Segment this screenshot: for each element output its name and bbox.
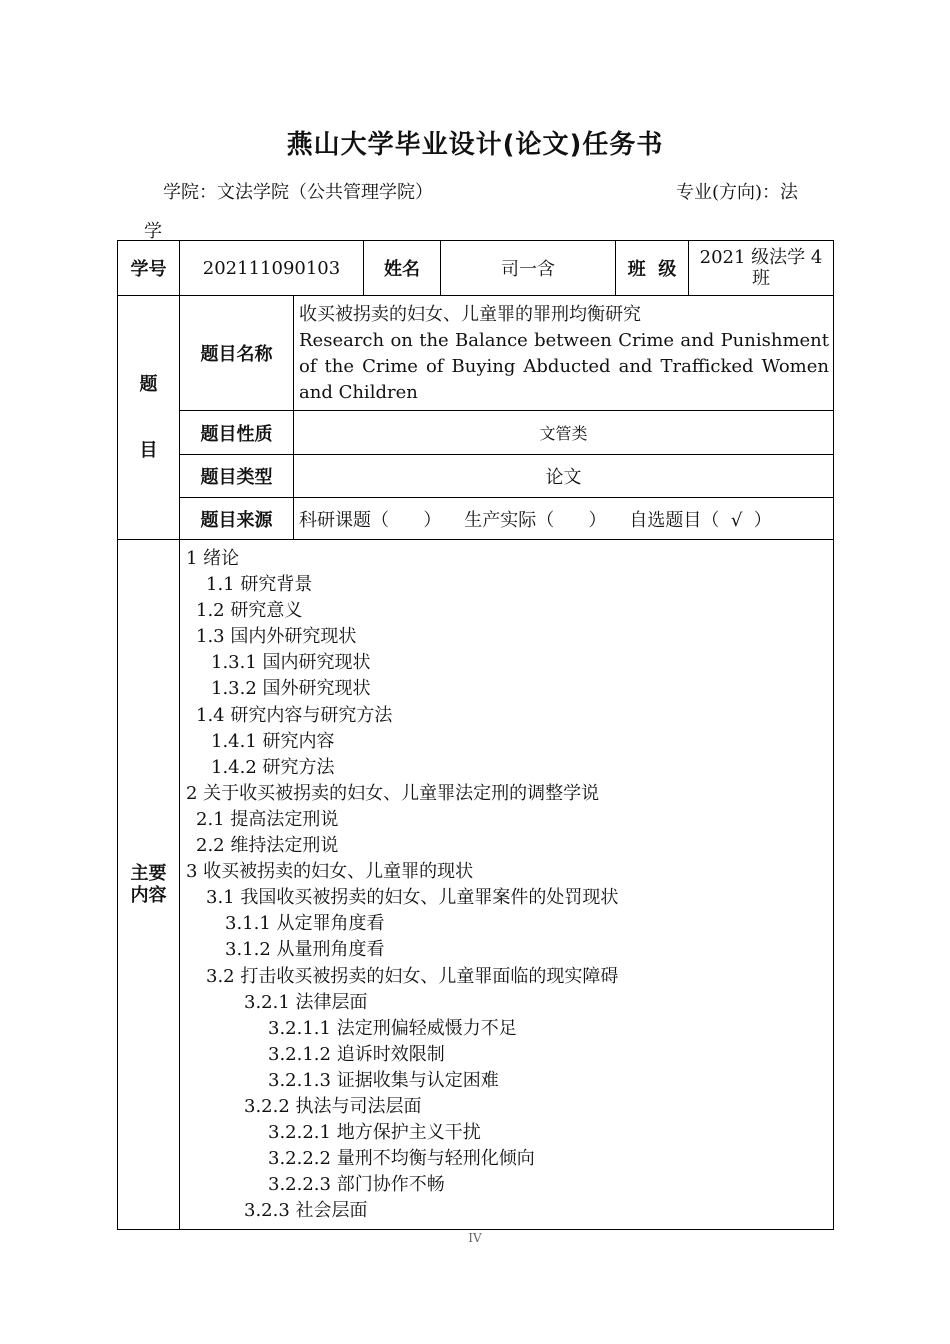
topic-name-cn: 收买被拐卖的妇女、儿童罪的罪刑均衡研究 xyxy=(299,304,641,325)
topic-type-label: 题目类型 xyxy=(180,455,294,498)
toc-item: 3.1.2 从量刑角度看 xyxy=(225,939,385,961)
toc-item: 1.4.2 研究方法 xyxy=(211,756,335,778)
page-number: IV xyxy=(468,1231,482,1245)
topic-section-label xyxy=(118,296,180,540)
toc-item: 2.2 维持法定刑说 xyxy=(196,835,339,857)
class-value: 2021 级法学 4 班 xyxy=(689,241,834,296)
toc-item: 3.2.1.3 证据收集与认定困难 xyxy=(268,1069,499,1091)
topic-type-value: 论文 xyxy=(294,455,834,498)
topic-label-b: 目 xyxy=(139,439,158,461)
toc-item: 1.3.2 国外研究现状 xyxy=(211,678,371,700)
class-label: 班 级 xyxy=(616,241,689,296)
main-content-cell xyxy=(180,540,834,1230)
name-value: 司一含 xyxy=(441,241,616,296)
toc-item: 1 绪论 xyxy=(186,548,240,569)
topic-nature-label: 题目性质 xyxy=(180,411,294,455)
toc-item: 1.1 研究背景 xyxy=(206,574,313,596)
topic-name-en: Research on the Balance between Crime and Punishment of the Crime of Buying Abducted and Trafficked Women and Children xyxy=(299,330,829,403)
main-content-label-a: 主要 xyxy=(130,862,167,884)
toc-item: 3.2.3 社会层面 xyxy=(244,1200,368,1222)
toc-item: 1.4 研究内容与研究方法 xyxy=(196,704,393,726)
toc-item: 3.2.1 法律层面 xyxy=(244,991,368,1013)
student-id-value: 202111090103 xyxy=(180,241,364,296)
topic-nature-value: 文管类 xyxy=(294,411,834,455)
major-line-wrap: 学 xyxy=(144,221,162,242)
toc-item: 3.2.1.1 法定刑偏轻威慑力不足 xyxy=(268,1017,517,1039)
main-content-label-b: 内容 xyxy=(130,884,167,906)
main-content-label xyxy=(118,540,180,1230)
name-label: 姓名 xyxy=(364,241,441,296)
toc-item: 1.3 国内外研究现状 xyxy=(196,626,357,648)
college-line: 学院：文法学院（公共管理学院） xyxy=(163,182,433,203)
toc-item: 3.2.2.2 量刑不均衡与轻刑化倾向 xyxy=(268,1148,535,1170)
topic-source-label: 题目来源 xyxy=(180,498,294,540)
toc-item: 3.2.2.1 地方保护主义干扰 xyxy=(268,1122,481,1144)
toc-item: 3.1 我国收买被拐卖的妇女、儿童罪案件的处罚现状 xyxy=(206,887,619,909)
toc-item: 1.3.1 国内研究现状 xyxy=(211,652,371,674)
toc-item: 1.4.1 研究内容 xyxy=(211,730,335,752)
toc-item: 3.2.2.3 部门协作不畅 xyxy=(268,1174,445,1196)
major-line: 专业(方向)：法 xyxy=(676,182,799,203)
toc-item: 3 收买被拐卖的妇女、儿童罪的现状 xyxy=(186,861,474,883)
toc-item: 2 关于收买被拐卖的妇女、儿童罪法定刑的调整学说 xyxy=(186,782,600,804)
toc-item: 3.2 打击收买被拐卖的妇女、儿童罪面临的现实障碍 xyxy=(206,965,619,987)
document-title: 燕山大学毕业设计(论文)任务书 xyxy=(286,130,664,160)
student-id-label: 学号 xyxy=(118,241,180,296)
toc-item: 3.2.2 执法与司法层面 xyxy=(244,1095,422,1117)
task-table xyxy=(117,240,834,1230)
toc-item: 3.1.1 从定罪角度看 xyxy=(225,913,385,935)
topic-label-a: 题 xyxy=(139,373,158,395)
toc-item: 3.2.1.2 追诉时效限制 xyxy=(268,1043,445,1065)
topic-name-label: 题目名称 xyxy=(180,296,294,411)
toc-item: 1.2 研究意义 xyxy=(196,600,303,622)
topic-source-value: 科研课题（ ） 生产实际（ ） 自选题目（ √ ） xyxy=(294,498,834,540)
toc-item: 2.1 提高法定刑说 xyxy=(196,808,339,830)
topic-name-cell xyxy=(294,296,834,411)
table-of-contents xyxy=(186,546,833,1224)
